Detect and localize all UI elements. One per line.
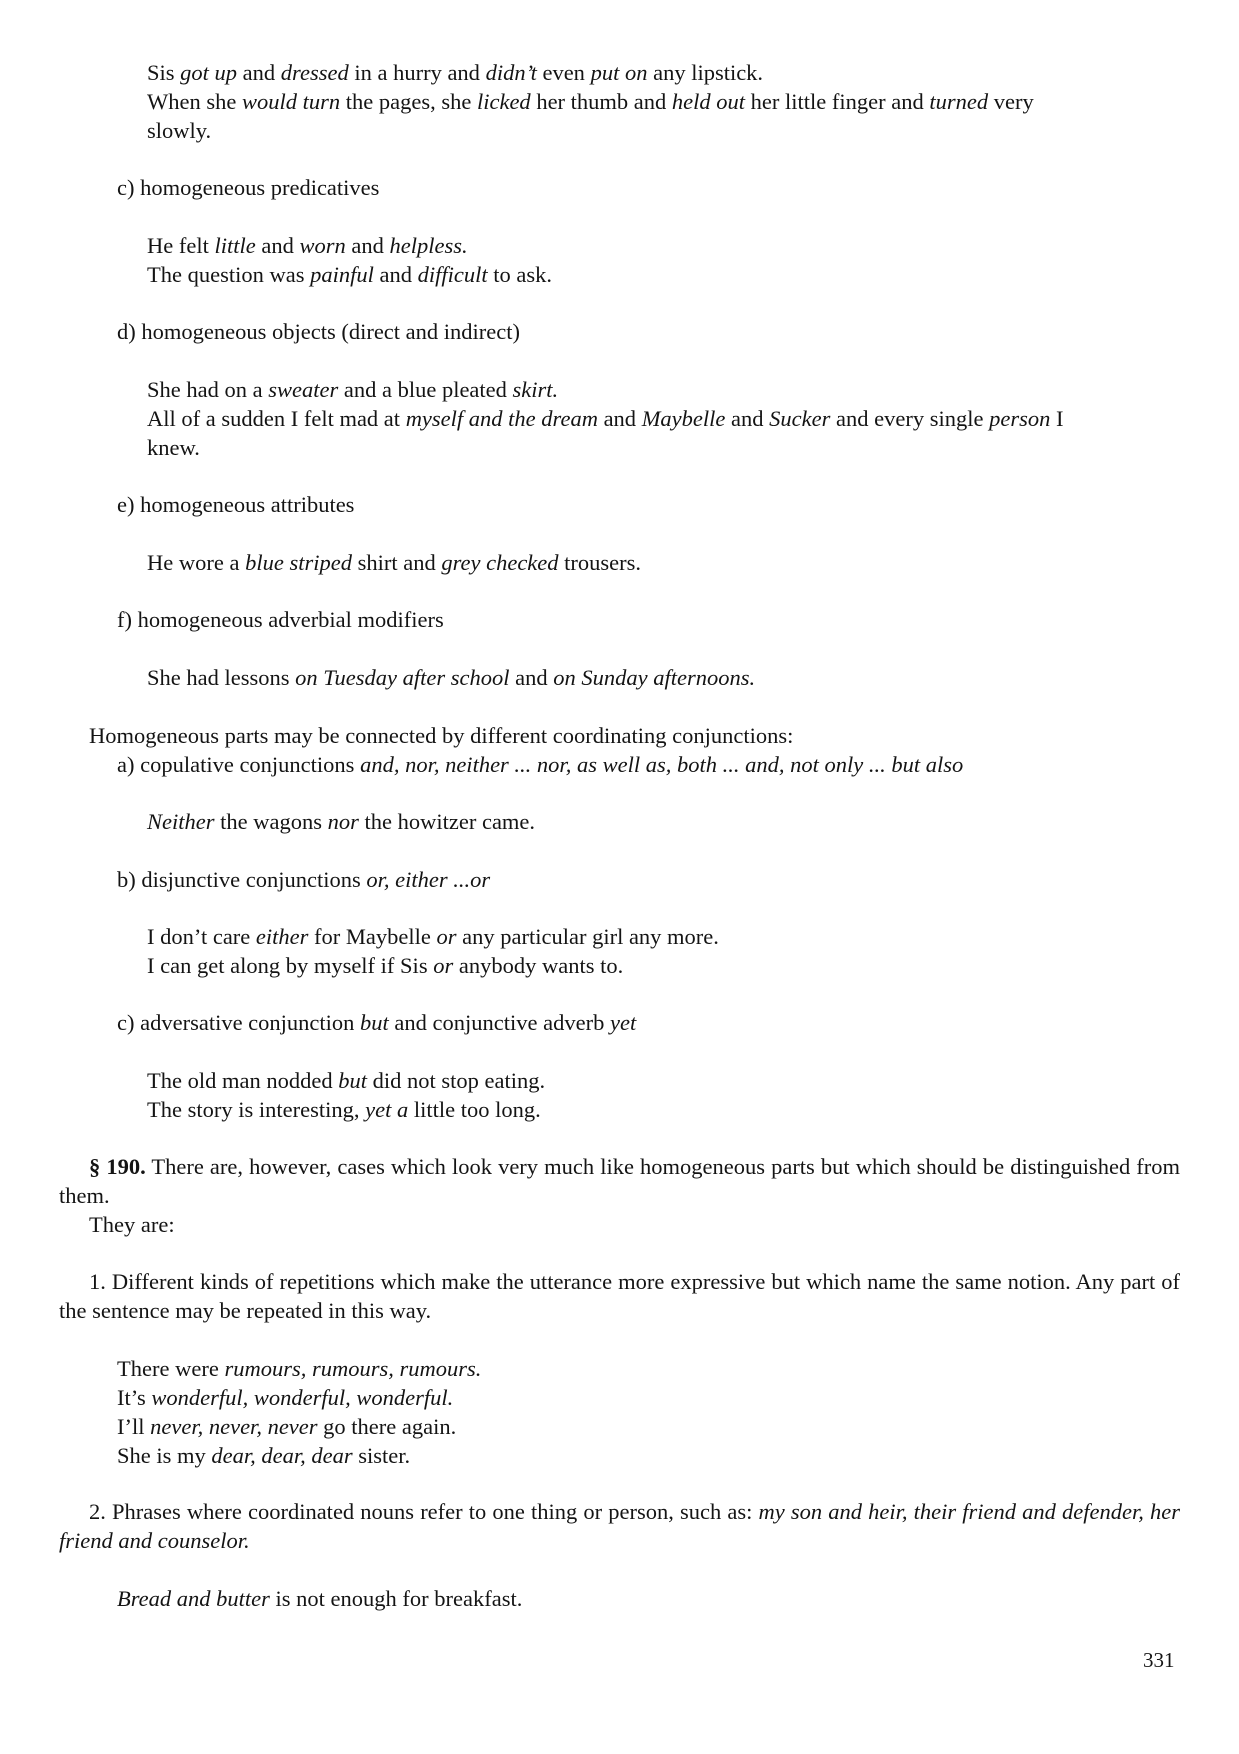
text-line: b) disjunctive conjunctions or, either ...or <box>117 867 491 892</box>
text-line: The story is interesting, yet a little too long. <box>147 1097 541 1122</box>
text-line: There were rumours, rumours, rumours. <box>117 1356 482 1381</box>
paragraph: 2. Phrases where coordinated nouns refer to one thing or person, such as: my son and heir, their friend and defender, her friend and counselor. <box>59 1499 1180 1553</box>
text-line: e) homogeneous attributes <box>117 492 355 517</box>
paragraph: § 190. There are, however, cases which look very much like homogeneous parts but which should be distinguished from them. <box>59 1154 1181 1208</box>
text-line: d) homogeneous objects (direct and indirect) <box>117 319 520 344</box>
text-line: He wore a blue striped shirt and grey checked trousers. <box>147 550 642 575</box>
text-line: Bread and butter is not enough for breakfast. <box>117 1586 523 1611</box>
paragraph: 1. Different kinds of repetitions which make the utterance more expressive but which name the same notion. Any part of the sentence may be repeated in this way. <box>59 1269 1180 1323</box>
text-line: The question was painful and difficult to ask. <box>147 262 552 287</box>
text-line: c) adversative conjunction but and conjunctive adverb yet <box>117 1010 637 1035</box>
text-line: It’s wonderful, wonderful, wonderful. <box>117 1385 454 1410</box>
text-line: He felt little and worn and helpless. <box>147 233 468 258</box>
text-line: slowly. <box>147 118 212 143</box>
text-line: Homogeneous parts may be connected by different coordinating conjunctions: <box>89 723 794 748</box>
text-line: a) copulative conjunctions and, nor, neither ... nor, as well as, both ... and, not only ... but also <box>117 752 964 777</box>
text-line: f) homogeneous adverbial modifiers <box>117 607 444 632</box>
text-line: Sis got up and dressed in a hurry and didn’t even put on any lipstick. <box>147 60 764 85</box>
text-line: She had on a sweater and a blue pleated skirt. <box>147 377 559 402</box>
text-line: They are: <box>89 1212 175 1237</box>
text-line: I can get along by myself if Sis or anybody wants to. <box>147 953 624 978</box>
text-line: I don’t care either for Maybelle or any particular girl any more. <box>147 924 719 949</box>
text-line: She had lessons on Tuesday after school and on Sunday afternoons. <box>147 665 756 690</box>
text-line: I’ll never, never, never go there again. <box>117 1414 457 1439</box>
text-line: When she would turn the pages, she licked her thumb and held out her little finger and turned very <box>147 89 1034 114</box>
text-line: All of a sudden I felt mad at myself and the dream and Maybelle and Sucker and every single person I <box>147 406 1064 431</box>
text-line: The old man nodded but did not stop eating. <box>147 1068 546 1093</box>
page-number: 331 <box>1143 1648 1175 1672</box>
text-line: c) homogeneous predicatives <box>117 175 380 200</box>
text-line: She is my dear, dear, dear sister. <box>117 1443 411 1468</box>
text-line: knew. <box>147 435 200 460</box>
text-line: Neither the wagons nor the howitzer came. <box>147 809 536 834</box>
